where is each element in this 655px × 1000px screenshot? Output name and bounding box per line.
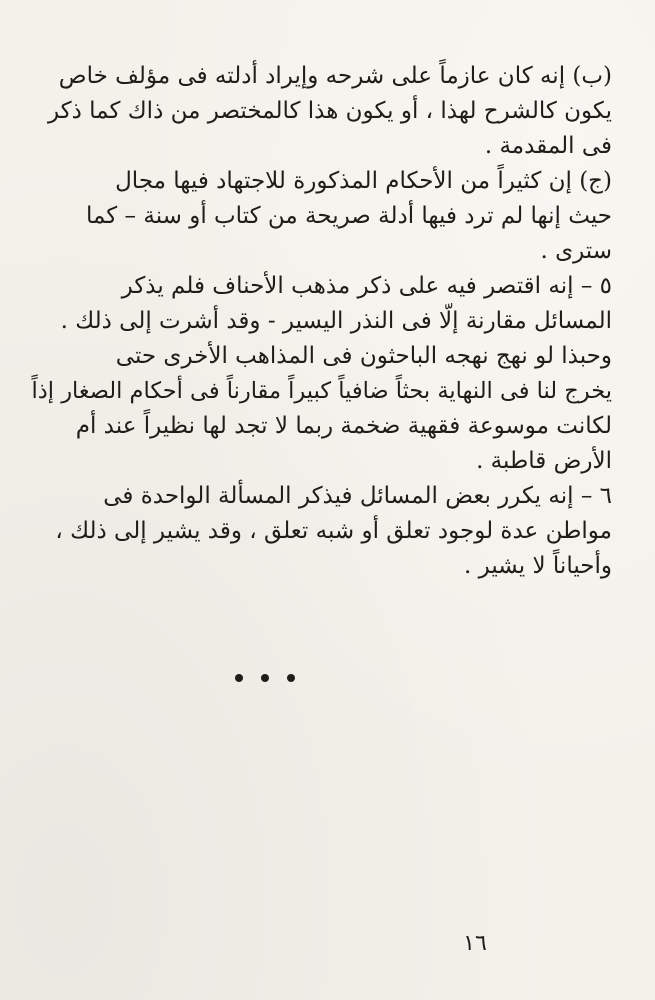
paragraph-b-line-3: فى المقدمة . — [484, 133, 612, 159]
item-6-line-1: ٦ – إنه يكرر بعض المسائل فيذكر المسألة الواحدة فى — [103, 483, 612, 509]
paragraph-c-line-2: حيث إنها لم ترد فيها أدلة صريحة من كتاب أو سنة – كما — [85, 203, 612, 229]
page-number: ١٦ — [463, 931, 487, 956]
item-5-line-2: المسائل مقارنة إلّا فى النذر اليسير - وقد أشرت إلى ذلك . — [60, 308, 612, 334]
wish-paragraph-line-1: وحبذا لو نهج نهجه الباحثون فى المذاهب الأخرى حتى — [115, 343, 612, 369]
separator-dot — [261, 674, 269, 682]
wish-paragraph-line-3: لكانت موسوعة فقهية ضخمة ربما لا تجد لها نظيراً عند أم — [75, 413, 612, 439]
item-6-line-3: وأحياناً لا يشير . — [464, 553, 612, 579]
wish-paragraph-line-2: يخرج لنا فى النهاية بحثاً ضافياً كبيراً مقارناً فى أحكام الصغار إذاً — [31, 378, 612, 404]
separator-dot — [287, 674, 295, 682]
item-6-line-2: مواطن عدة لوجود تعلق أو شبه تعلق ، وقد يشير إلى ذلك ، — [55, 518, 612, 544]
item-5-line-1: ٥ – إنه اقتصر فيه على ذكر مذهب الأحناف فلم يذكر — [121, 273, 612, 299]
separator-dot — [235, 674, 243, 682]
paragraph-c-line-3: سترى . — [540, 238, 612, 264]
paragraph-c-line-1: (ج) إن كثيراً من الأحكام المذكورة للاجتهاد فيها مجال — [115, 168, 612, 194]
paragraph-b-line-2: يكون كالشرح لهذا ، أو يكون هذا كالمختصر من ذاك كما ذكر — [47, 98, 612, 124]
paragraph-b-line-1: (ب) إنه كان عازماً على شرحه وإيراد أدلته فى مؤلف خاص — [58, 63, 612, 89]
section-separator — [235, 671, 295, 685]
wish-paragraph-line-4: الأرض قاطبة . — [476, 448, 612, 474]
